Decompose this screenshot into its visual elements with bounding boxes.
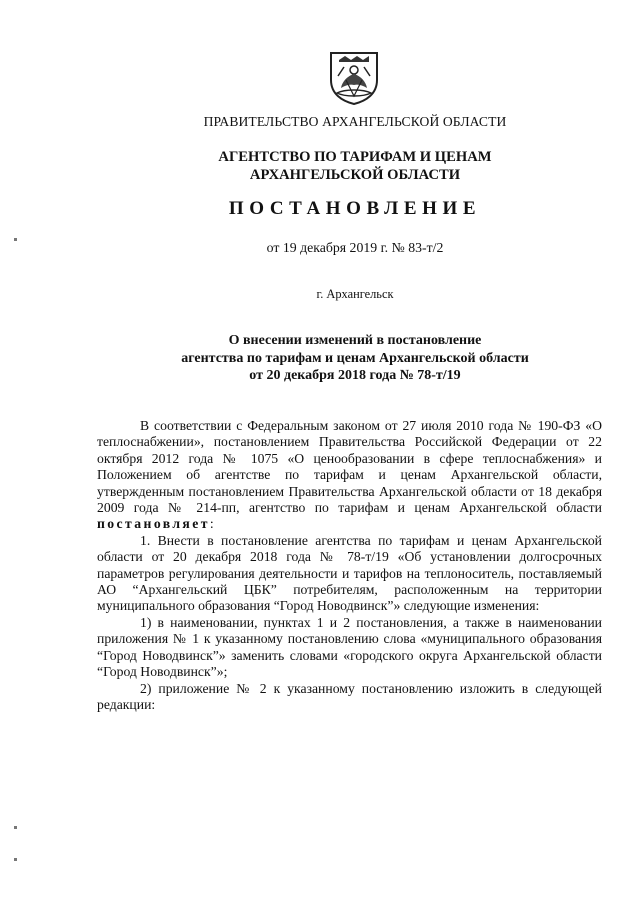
decree-city: г. Архангельск xyxy=(316,287,394,301)
body-paragraph-item-1: 1. Внести в постановление агентства по тарифам и ценам Архангельской области от 20 декабря 2018 года № 78-т/19 «Об установлении долгосрочных параметров регулирования деятельности и тарифов на теплоноситель, поставляемый АО “Архангельский ЦБК” потребителям, расположенным на территории муниципального образования “Город Новодвинск”» следующие изменения: xyxy=(97,532,602,614)
decree-body xyxy=(97,418,602,713)
decree-subject xyxy=(0,332,640,385)
decree-title: ПОСТАНОВЛЕНИЕ xyxy=(228,198,482,219)
decree-date-number: от 19 декабря 2019 г. № 83-т/2 xyxy=(266,240,444,255)
government-name: ПРАВИТЕЛЬСТВО АРХАНГЕЛЬСКОЙ ОБЛАСТИ xyxy=(203,114,507,129)
agency-name-line1: АГЕНТСТВО ПО ТАРИФАМ И ЦЕНАМ xyxy=(218,149,492,165)
scan-edge-mark xyxy=(14,858,17,861)
preamble-colon: : xyxy=(209,516,214,532)
scan-edge-mark xyxy=(14,238,17,241)
body-paragraph-subitem-2: 2) приложение № 2 к указанному постановлению изложить в следующей редакции: xyxy=(97,680,602,712)
agency-name xyxy=(0,148,640,184)
subject-line1: О внесении изменений в постановление xyxy=(228,333,482,348)
body-paragraph-preamble xyxy=(97,418,602,533)
scan-edge-mark xyxy=(14,826,17,829)
decides-emphasis: постановляет xyxy=(97,516,210,532)
coat-of-arms-icon xyxy=(328,50,380,106)
subject-line3: от 20 декабря 2018 года № 78-т/19 xyxy=(249,368,461,383)
subject-line2: агентства по тарифам и ценам Архангельской области xyxy=(181,350,529,366)
agency-name-line2: АРХАНГЕЛЬСКОЙ ОБЛАСТИ xyxy=(249,167,461,183)
preamble-text: В соответствии с Федеральным законом от 27 июля 2010 года № 190-ФЗ «О теплоснабжении», постановлением Правительства Российской Федерации от 22 октября 2012 года № 1075 «О ценообразовании в сфере теплоснабжения» и Положением об агентстве по тарифам и ценам Архангельской области, утвержденным постановлением Правительства Архангельской области от 18 декабря 2009 года № 214-пп, агентство по тарифам и ценам Архангельской области xyxy=(97,418,602,516)
body-paragraph-subitem-1: 1) в наименовании, пунктах 1 и 2 постановления, а также в наименовании приложения № 1 к указанному постановлению слова «муниципального образования “Город Новодвинск”» заменить словами «городского округа Архангельской области “Город Новодвинск”»; xyxy=(97,614,602,680)
